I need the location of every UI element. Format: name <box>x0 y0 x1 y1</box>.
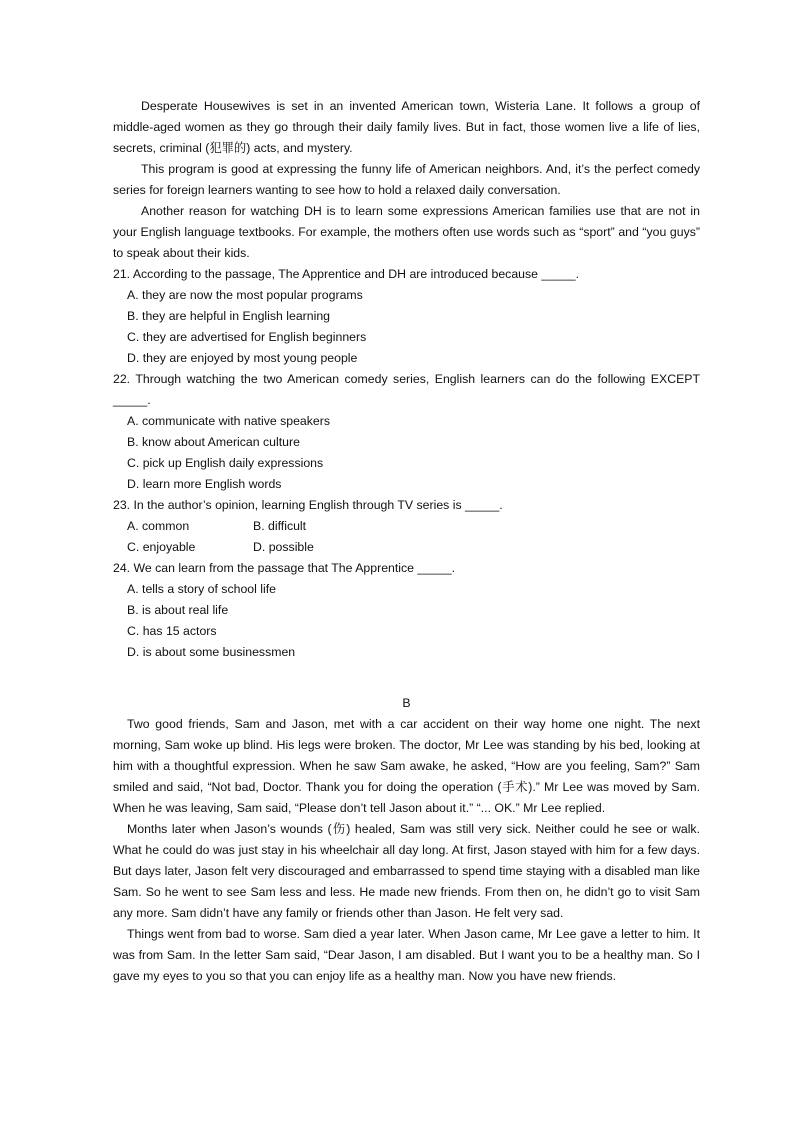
question-21-option-d: D. they are enjoyed by most young people <box>127 351 358 365</box>
question-21-option-b: B. they are helpful in English learning <box>127 309 331 323</box>
question-21-option-c: C. they are advertised for English beginners <box>127 330 367 344</box>
passage-b-paragraph-3: Things went from bad to worse. Sam died a year later. When Jason came, Mr Lee gave a letter to him. It was from Sam. In the letter Sam said, “Dear Jason, I am disabled. But I want you to be a healthy man. So I gave my eyes to you so that you can enjoy life as a healthy man. Now you have new friends. <box>113 927 700 983</box>
section-b-title: B <box>402 696 411 710</box>
question-24-option-a: A. tells a story of school life <box>127 582 276 596</box>
question-23-option-c: C. enjoyable <box>127 540 196 554</box>
question-23-option-b: B. difficult <box>253 519 307 533</box>
question-24-option-c: C. has 15 actors <box>127 624 217 638</box>
question-22-option-b: B. know about American culture <box>127 435 300 449</box>
passage-a-paragraph-2: This program is good at expressing the funny life of American neighbors. And, it’s the perfect comedy series for foreign learners wanting to see how to hold a relaxed daily conversation. <box>113 162 700 197</box>
question-21-option-a: A. they are now the most popular programs <box>127 288 363 302</box>
passage-a-paragraph-1: Desperate Housewives is set in an invented American town, Wisteria Lane. It follows a group of middle-aged women as they go through their daily family lives. But in fact, those women live a life of lies, secrets, criminal (犯罪的) acts, and mystery. <box>113 99 700 155</box>
question-23-option-a: A. common <box>127 519 190 533</box>
question-23-stem: 23. In the author’s opinion, learning English through TV series is _____. <box>113 498 503 512</box>
question-22-stem: 22. Through watching the two American comedy series, English learners can do the following EXCEPT _____. <box>113 372 700 407</box>
document-page <box>113 96 700 987</box>
question-23-option-d: D. possible <box>253 540 314 554</box>
question-23-options-row-2 <box>127 537 700 558</box>
passage-b-paragraph-2: Months later when Jason’s wounds (伤) healed, Sam was still very sick. Neither could he see or walk. What he could do was just stay in his wheelchair all day long. At first, Jason stayed with him for a few days. But days later, Jason felt very discouraged and embarrassed to spend time staying with a disabled man like Sam. So he went to see Sam less and less. He made new friends. From then on, he didn’t go to visit Sam any more. Sam didn’t have any family or friends other than Jason. He felt very sad. <box>113 822 700 920</box>
question-24-stem: 24. We can learn from the passage that The Apprentice _____. <box>113 561 456 575</box>
question-24-option-d: D. is about some businessmen <box>127 645 296 659</box>
question-23-options-row-1 <box>127 516 700 537</box>
passage-b-paragraph-1: Two good friends, Sam and Jason, met with a car accident on their way home one night. The next morning, Sam woke up blind. His legs were broken. The doctor, Mr Lee was standing by his bed, looking at him with a thoughtful expression. When he saw Sam awake, he asked, “How are you feeling, Sam?” Sam smiled and said, “Not bad, Doctor. Thank you for doing the operation (手术).” Mr Lee was moved by Sam. When he was leaving, Sam said, “Please don’t tell Jason about it.” “... OK.” Mr Lee replied. <box>113 717 700 815</box>
question-22-option-c: C. pick up English daily expressions <box>127 456 324 470</box>
question-22-option-d: D. learn more English words <box>127 477 282 491</box>
question-21-stem: 21. According to the passage, The Apprentice and DH are introduced because _____. <box>113 267 580 281</box>
question-22-option-a: A. communicate with native speakers <box>127 414 330 428</box>
passage-a-paragraph-3: Another reason for watching DH is to learn some expressions American families use that are not in your English language textbooks. For example, the mothers often use words such as “sport” and “you guys” to speak about their kids. <box>113 204 700 260</box>
question-24-option-b: B. is about real life <box>127 603 229 617</box>
